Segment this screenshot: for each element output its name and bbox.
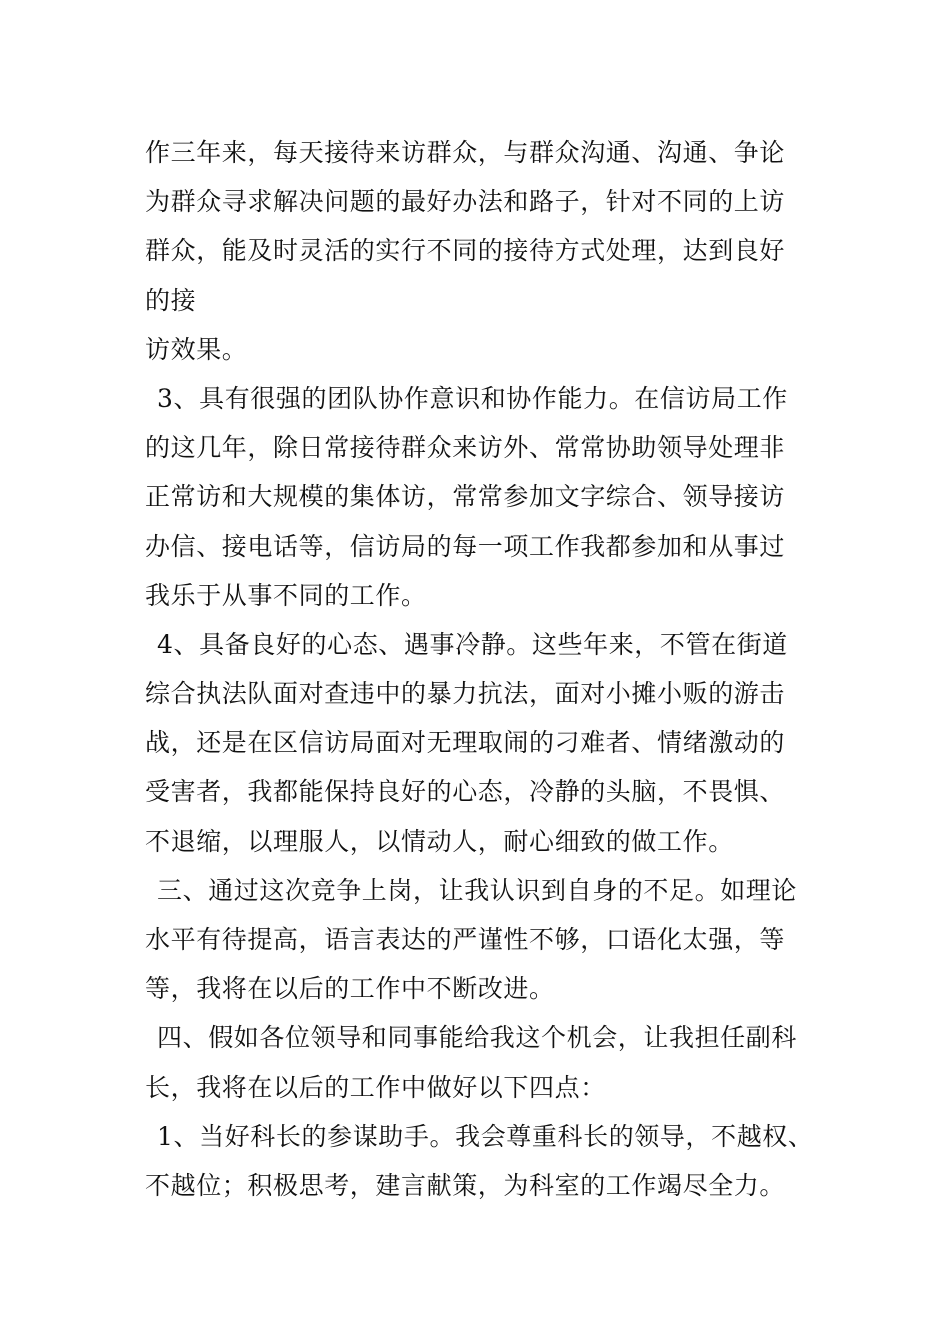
text-line: 的这几年，除日常接待群众来访外、常常协助领导处理非 bbox=[145, 433, 786, 463]
text-line: 作三年来，每天接待来访群众，与群众沟通、沟通、争论 bbox=[145, 138, 786, 167]
text-line: 访效果。 bbox=[145, 334, 248, 364]
text-line: 四、假如各位领导和同事能给我这个机会，让我担任副科 bbox=[157, 1023, 798, 1053]
text-line: 为群众寻求解决问题的最好办法和路子，针对不同的上访 bbox=[145, 187, 786, 217]
text-line: 群众，能及时灵活的实行不同的接待方式处理，达到良好 bbox=[145, 236, 786, 266]
text-line: 1、当好科长的参谋助手。我会尊重科长的领导，不越权、 bbox=[157, 1121, 814, 1151]
text-line: 综合执法队面对查违中的暴力抗法，面对小摊小贩的游击 bbox=[145, 679, 786, 709]
text-line: 三、通过这次竞争上岗，让我认识到自身的不足。如理论 bbox=[157, 875, 798, 905]
document-body bbox=[145, 128, 835, 1210]
text-line: 的接 bbox=[145, 285, 197, 315]
text-line: 不越位；积极思考，建言献策，为科室的工作竭尽全力。 bbox=[145, 1170, 786, 1200]
text-line: 正常访和大规模的集体访，常常参加文字综合、领导接访 bbox=[145, 482, 786, 512]
text-line: 我乐于从事不同的工作。 bbox=[145, 580, 427, 610]
text-line: 受害者，我都能保持良好的心态，冷静的头脑，不畏惧、 bbox=[145, 777, 786, 807]
text-line: 水平有待提高，语言表达的严谨性不够，口语化太强，等 bbox=[145, 925, 786, 954]
text-line: 4、具备良好的心态、遇事冷静。这些年来，不管在街道 bbox=[157, 629, 788, 659]
text-line: 办信、接电话等，信访局的每一项工作我都参加和从事过 bbox=[145, 531, 786, 561]
text-line: 战，还是在区信访局面对无理取闹的刁难者、情绪激动的 bbox=[145, 728, 786, 758]
text-line: 3、具有很强的团队协作意识和协作能力。在信访局工作 bbox=[157, 383, 788, 413]
text-line: 等，我将在以后的工作中不断改进。 bbox=[145, 974, 555, 1004]
text-line: 不退缩，以理服人，以情动人，耐心细致的做工作。 bbox=[145, 826, 734, 856]
text-line: 长，我将在以后的工作中做好以下四点： bbox=[145, 1072, 606, 1102]
